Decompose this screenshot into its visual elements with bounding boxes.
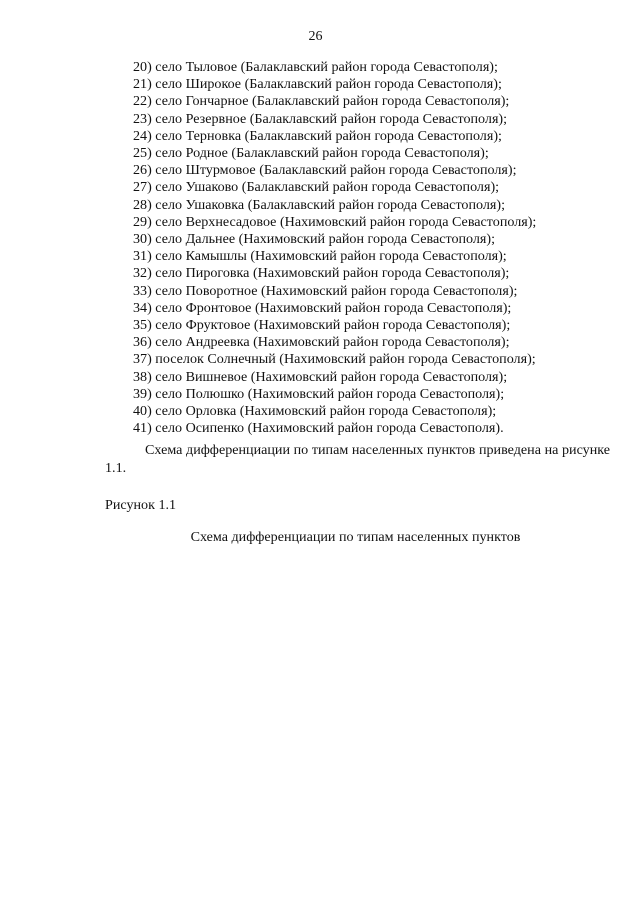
settlement-list	[133, 59, 536, 437]
settlement-list-item: 33) село Поворотное (Нахимовский район города Севастополя);	[133, 282, 518, 299]
figure-title: Схема дифференциации по типам населенных пунктов	[190, 529, 521, 545]
settlement-list-item: 25) село Родное (Балаклавский район города Севастополя);	[133, 145, 489, 162]
settlement-list-item: 20) село Тыловое (Балаклавский район города Севастополя);	[133, 59, 498, 75]
settlement-list-item: 21) село Широкое (Балаклавский район города Севастополя);	[133, 76, 502, 93]
settlement-list-item: 39) село Полюшко (Нахимовский район города Севастополя);	[133, 385, 505, 402]
settlement-list-item: 35) село Фруктовое (Нахимовский район города Севастополя);	[133, 317, 511, 334]
settlement-list-item: 32) село Пироговка (Нахимовский район города Севастополя);	[133, 265, 510, 282]
settlement-list-item: 24) село Терновка (Балаклавский район города Севастополя);	[133, 127, 502, 144]
settlement-list-item: 31) село Камышлы (Нахимовский район города Севастополя);	[133, 248, 507, 265]
settlement-list-item: 26) село Штурмовое (Балаклавский район города Севастополя);	[133, 162, 517, 179]
settlement-list-item: 23) село Резервное (Балаклавский район города Севастополя);	[133, 110, 508, 127]
page-number: 26	[308, 29, 323, 44]
settlement-list-item: 41) село Осипенко (Нахимовский район города Севастополя).	[133, 420, 504, 437]
settlement-list-item: 40) село Орловка (Нахимовский район города Севастополя);	[133, 403, 497, 420]
settlement-list-item: 29) село Верхнесадовое (Нахимовский район города Севастополя);	[133, 213, 537, 230]
figure-reference-paragraph: Схема дифференциации по типам населенных пунктов приведена на рисунке 1.1.	[105, 442, 610, 476]
figure-label: Рисунок 1.1	[105, 497, 177, 513]
settlement-list-item: 28) село Ушаковка (Балаклавский район города Севастополя);	[133, 196, 505, 213]
settlement-list-item: 27) село Ушаково (Балаклавский район города Севастополя);	[133, 179, 500, 196]
settlement-list-item: 38) село Вишневое (Нахимовский район города Севастополя);	[133, 368, 508, 385]
settlement-list-item: 37) поселок Солнечный (Нахимовский район города Севастополя);	[133, 351, 536, 368]
settlement-list-item: 34) село Фронтовое (Нахимовский район города Севастополя);	[133, 299, 512, 316]
settlement-list-item: 22) село Гончарное (Балаклавский район города Севастополя);	[133, 93, 510, 110]
settlement-list-item: 36) село Андреевка (Нахимовский район города Севастополя);	[133, 334, 510, 351]
settlement-list-item: 30) село Дальнее (Нахимовский район города Севастополя);	[133, 231, 496, 248]
